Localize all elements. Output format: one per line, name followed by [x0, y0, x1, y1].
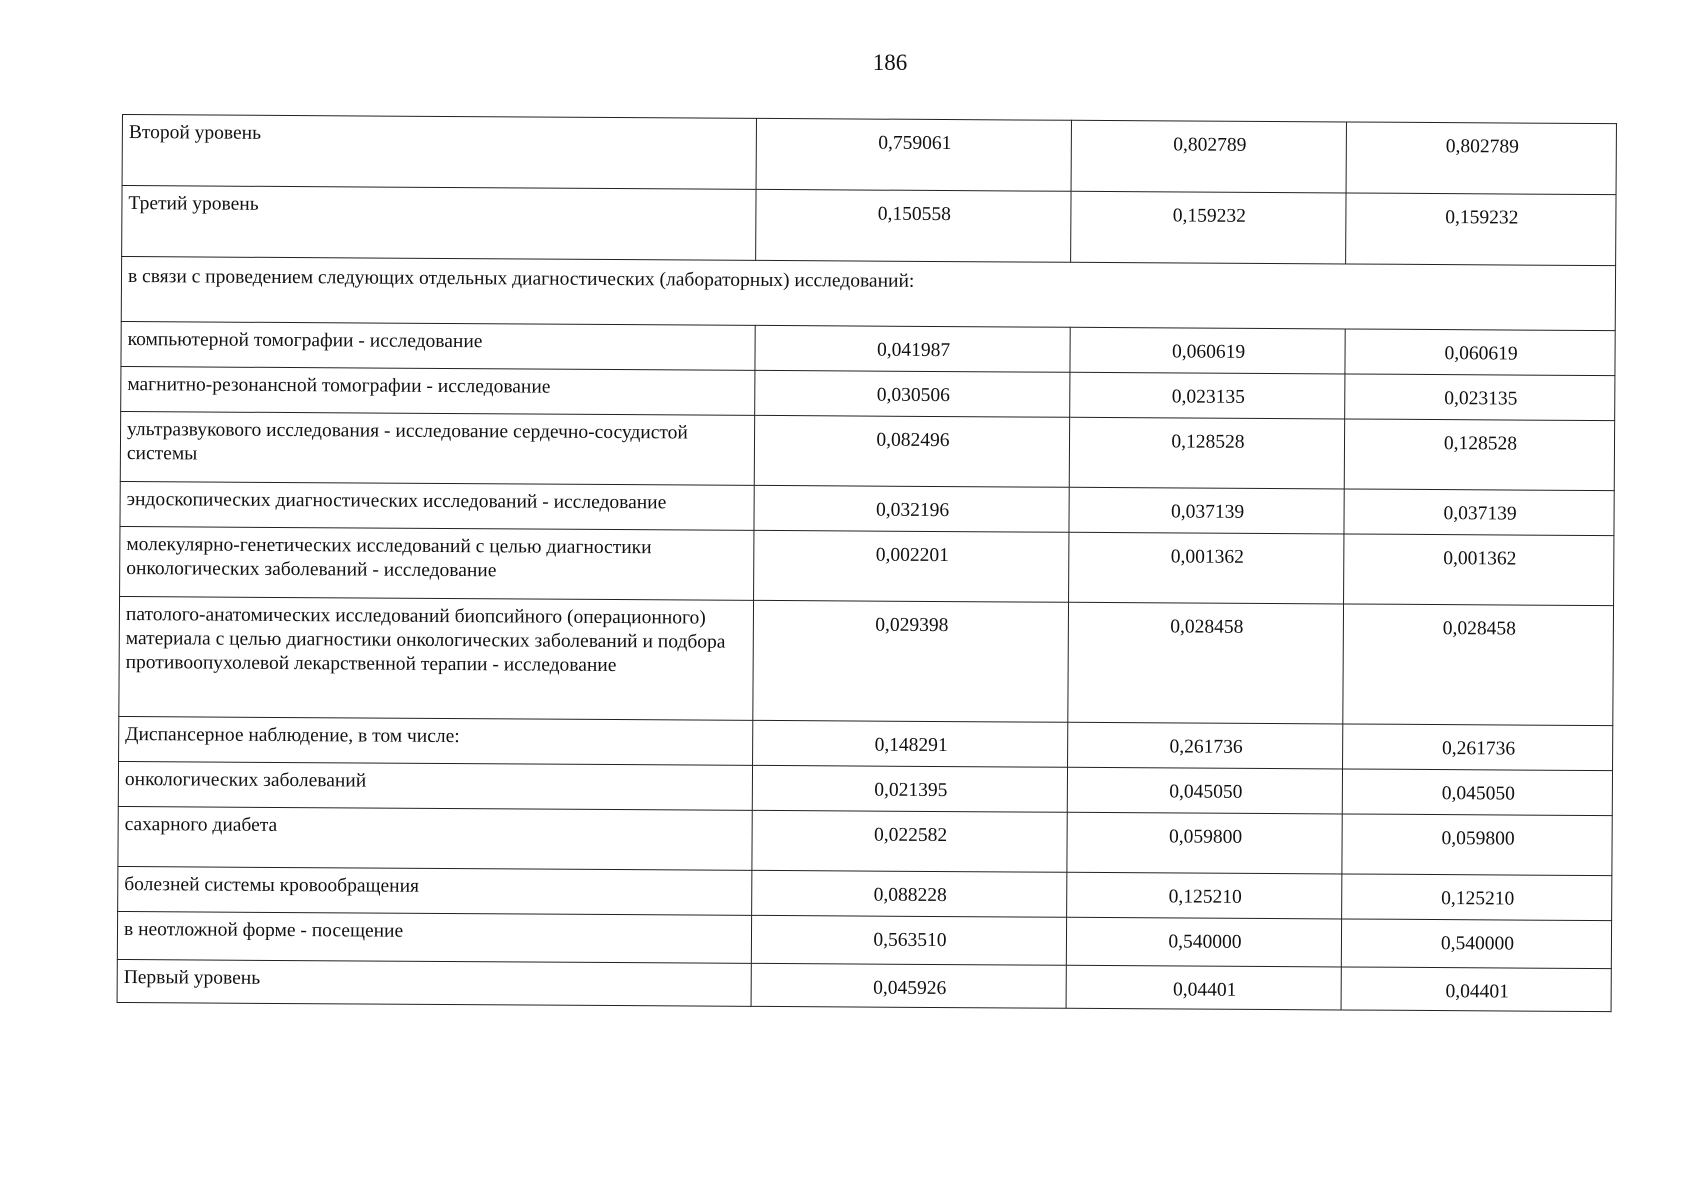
row-label: молекулярно-генетических исследований с целью диагностики онкологических заболеваний - исследование	[120, 526, 754, 600]
value-cell: 0,802789	[1346, 122, 1616, 195]
value-cell: 0,060619	[1345, 329, 1615, 376]
table-row	[122, 115, 1616, 195]
value-cell: 0,045050	[1067, 767, 1342, 814]
table-row	[117, 959, 1611, 1011]
value-cell: 0,261736	[1343, 724, 1613, 771]
value-cell: 0,759061	[756, 118, 1071, 191]
value-cell: 0,128528	[1344, 419, 1614, 491]
table-row	[118, 806, 1612, 875]
value-cell: 0,029398	[753, 600, 1069, 722]
value-cell: 0,059800	[1342, 814, 1612, 876]
row-label: Диспансерное наблюдение, в том числе:	[119, 716, 753, 765]
value-cell: 0,045050	[1342, 769, 1612, 816]
value-cell: 0,045926	[751, 963, 1066, 1008]
value-cell: 0,037139	[1344, 489, 1614, 536]
value-cell: 0,060619	[1070, 327, 1345, 374]
table-row	[120, 526, 1614, 605]
section-row	[121, 257, 1615, 331]
row-label: Третий уровень	[122, 186, 756, 261]
value-cell: 0,802789	[1071, 120, 1346, 193]
value-cell: 0,125210	[1067, 872, 1342, 919]
row-label: патолого-анатомических исследований биопсийного (операционного) материала с целью диагностики онкологических заболеваний и подбора противоопухолевой лекарственной терапии - исследование	[119, 596, 754, 720]
coefficients-table	[117, 114, 1617, 1012]
value-cell: 0,125210	[1342, 874, 1612, 921]
value-cell: 0,028458	[1343, 604, 1614, 726]
value-cell: 0,028458	[1068, 602, 1344, 724]
value-cell: 0,148291	[753, 720, 1068, 767]
table-row	[119, 596, 1614, 725]
value-cell: 0,128528	[1069, 417, 1344, 489]
row-label: компьютерной томографии - исследование	[121, 321, 755, 370]
value-cell: 0,023135	[1345, 374, 1615, 421]
value-cell: 0,261736	[1068, 722, 1343, 769]
value-cell: 0,150558	[756, 189, 1071, 262]
row-label: магнитно-резонансной томографии - исследование	[121, 366, 755, 415]
value-cell: 0,563510	[751, 915, 1066, 965]
value-cell: 0,159232	[1071, 191, 1346, 264]
table-row	[122, 186, 1616, 266]
value-cell: 0,04401	[1341, 967, 1611, 1012]
row-label: Первый уровень	[117, 959, 751, 1006]
value-cell: 0,082496	[754, 415, 1069, 487]
value-cell: 0,088228	[752, 870, 1067, 917]
value-cell: 0,001362	[1344, 534, 1614, 606]
table-row	[120, 411, 1614, 490]
value-cell: 0,032196	[754, 485, 1069, 532]
value-cell: 0,002201	[754, 530, 1069, 602]
value-cell: 0,022582	[752, 810, 1067, 872]
row-label: эндоскопических диагностических исследований - исследование	[120, 481, 754, 530]
value-cell: 0,04401	[1066, 965, 1341, 1010]
value-cell: 0,037139	[1069, 487, 1344, 534]
value-cell: 0,059800	[1067, 812, 1342, 874]
value-cell: 0,540000	[1341, 919, 1611, 969]
value-cell: 0,159232	[1346, 193, 1616, 266]
row-label: Второй уровень	[122, 115, 756, 190]
value-cell: 0,023135	[1070, 372, 1345, 419]
row-label: болезней системы кровообращения	[118, 866, 752, 915]
value-cell: 0,001362	[1069, 532, 1344, 604]
value-cell: 0,021395	[752, 765, 1067, 812]
value-cell: 0,030506	[755, 370, 1070, 417]
row-label: ультразвукового исследования - исследование сердечно-сосудистой системы	[120, 411, 754, 485]
value-cell: 0,041987	[755, 325, 1070, 372]
row-label: онкологических заболеваний	[118, 761, 752, 810]
section-heading: в связи с проведением следующих отдельных диагностических (лабораторных) исследований:	[121, 257, 1615, 331]
page-number: 186	[872, 50, 908, 75]
row-label: сахарного диабета	[118, 806, 752, 870]
row-label: в неотложной форме - посещение	[117, 911, 751, 963]
value-cell: 0,540000	[1066, 917, 1341, 967]
